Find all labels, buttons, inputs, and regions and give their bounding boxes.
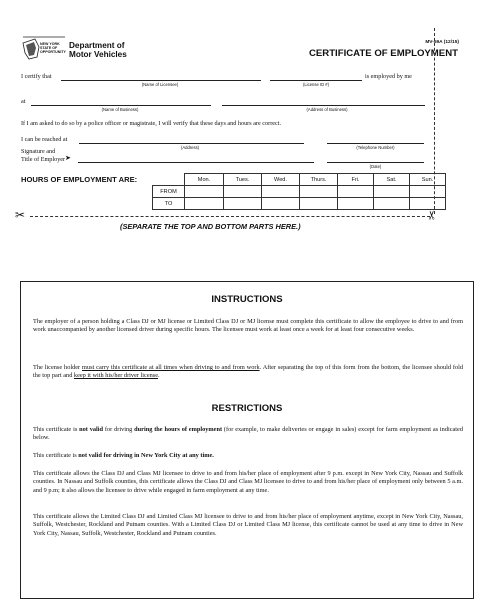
- employer-address-field[interactable]: [79, 143, 304, 144]
- cut-line-horizontal: [30, 216, 430, 217]
- instructions-paragraph-1: [33, 318, 463, 335]
- from-thu-cell[interactable]: [300, 186, 338, 198]
- caption-licensee-name: (Name of Licensee): [141, 82, 179, 87]
- to-fri-cell[interactable]: [338, 198, 374, 210]
- to-sun-cell[interactable]: [410, 198, 446, 210]
- from-tue-cell[interactable]: [224, 186, 262, 198]
- r1-bold: not valid: [79, 426, 104, 433]
- day-header: Thurs.: [300, 174, 338, 186]
- business-name-field[interactable]: [31, 105, 211, 106]
- caption-telephone: (Telephone Number): [356, 145, 395, 150]
- day-header: Fri.: [338, 174, 374, 186]
- to-wed-cell[interactable]: [262, 198, 300, 210]
- separate-instruction: (SEPARATE THE TOP AND BOTTOM PARTS HERE.): [120, 222, 301, 231]
- restrictions-heading: RESTRICTIONS: [211, 403, 283, 414]
- department-line-1: Department of: [69, 41, 125, 50]
- p2-text: The license holder: [33, 364, 83, 371]
- instructions-box: [20, 281, 474, 599]
- instructions-heading: INSTRUCTIONS: [211, 294, 283, 305]
- dmv-logo: [21, 33, 66, 65]
- caption-date: (Date): [369, 164, 382, 169]
- license-id-field[interactable]: [270, 80, 362, 81]
- scissors-icon: ✂: [15, 208, 26, 222]
- from-wed-cell[interactable]: [262, 186, 300, 198]
- hours-table: [152, 173, 446, 210]
- telephone-field[interactable]: [327, 143, 424, 144]
- day-header: Mon.: [185, 174, 224, 186]
- r3-text: This certificate allows the Class DJ and Class MJ licensee to drive to and from his/her place of employment after 9 p.m. except in New York City, Nassau and Suffolk counties. In Nassau and Suffolk counties, this certificate allows the Class DJ and Class MJ licensee to drive to and from his/her place of employment only between 5 a.m. and 9 p.m; it also allows the licensee to drive while engaged in farm employment at any time.: [33, 470, 463, 494]
- caption-business-name: (Name of Business): [101, 107, 139, 112]
- table-row: [153, 198, 446, 210]
- date-field[interactable]: [327, 162, 424, 163]
- reach-label: I can be reached at: [21, 136, 68, 143]
- signature-label-line-1: Signature and: [21, 148, 56, 155]
- restrictions-paragraph-2: [33, 452, 463, 460]
- restrictions-paragraph-3: [33, 470, 463, 495]
- certify-prefix: I certify that: [21, 73, 52, 80]
- p2-text: .: [158, 372, 160, 380]
- from-sat-cell[interactable]: [374, 186, 410, 198]
- logo-text: NEW YORK STATE OF OPPORTUNITY: [40, 42, 66, 55]
- to-thu-cell[interactable]: [300, 198, 338, 210]
- certify-suffix: is employed by me: [365, 73, 412, 80]
- day-header: Sat.: [374, 174, 410, 186]
- day-header: Wed.: [262, 174, 300, 186]
- scissors-icon-right: ✂: [425, 209, 440, 221]
- form-id: MV-59A (12/15): [425, 40, 459, 45]
- department-line-2: Motor Vehicles: [69, 50, 127, 59]
- caption-license-id: (License ID #): [302, 82, 330, 87]
- to-mon-cell[interactable]: [185, 198, 224, 210]
- table-row: [153, 174, 446, 186]
- instructions-paragraph-2: [33, 364, 463, 381]
- p2-underline: must carry this certificate at all times when driving to and from work: [82, 364, 260, 371]
- instructions-p1-text: The employer of a person holding a Class DJ or MJ license or Limited Class DJ or MJ license must complete this certificate to allow the employee to drive to and from work unaccompanied by another licensed driver during specific hours. The licensee must work at least once a week for at least four consecutive weeks.: [33, 318, 463, 334]
- day-header: Sun.: [410, 174, 446, 186]
- at-label: at: [21, 98, 26, 105]
- r1-text: This certificate is: [33, 426, 80, 433]
- signature-label: [21, 148, 65, 164]
- verify-statement: If I am asked to do so by a police officer or magistrate, I will verify that these days and hours are correct.: [21, 120, 282, 127]
- caption-business-address: (Address of Business): [306, 107, 348, 112]
- p2-text: . After separating the top of this form from the bottom, the licensee should fold the top part and: [33, 364, 463, 380]
- caption-address: (Address): [180, 145, 200, 150]
- restrictions-paragraph-4: [33, 513, 463, 538]
- department-name: [69, 41, 127, 59]
- r2-text: This certificate is: [33, 452, 79, 459]
- row-label-to: TO: [153, 198, 185, 210]
- certificate-title: CERTIFICATE OF EMPLOYMENT: [308, 48, 458, 59]
- to-tue-cell[interactable]: [224, 198, 262, 210]
- r4-text: This certificate allows the Limited Class DJ and Limited Class MJ licensee to drive to and from his/her place of employment anytime, except in New York City, Nassau, Suffolk, Westchester, Rockland and Putnam counties. With a Limited Class DJ or Limited Class MJ license, this certificate cannot be used at any time to drive in New York City, Nassau, Suffolk, Westchester, Rockland and Putnam counties.: [33, 513, 463, 537]
- from-fri-cell[interactable]: [338, 186, 374, 198]
- table-row: [153, 186, 446, 198]
- hours-heading: HOURS OF EMPLOYMENT ARE:: [21, 175, 138, 184]
- r1-text: for driving: [103, 426, 135, 433]
- row-label-from: FROM: [153, 186, 185, 198]
- r1-text: (for example, to make deliveries or engage in sales) except for farm employment as indicated below.: [33, 426, 463, 442]
- signature-field[interactable]: [78, 162, 314, 163]
- r1-bold: during the hours of employment: [134, 426, 223, 433]
- signature-arrow-icon: ➤: [65, 154, 71, 162]
- day-header: Tues.: [224, 174, 262, 186]
- signature-label-line-2: Title of Employer: [21, 156, 66, 163]
- restrictions-paragraph-1: [33, 426, 463, 443]
- licensee-name-field[interactable]: [61, 80, 261, 81]
- from-mon-cell[interactable]: [185, 186, 224, 198]
- table-cell-corner: [153, 174, 185, 186]
- from-sun-cell[interactable]: [410, 186, 446, 198]
- r2-bold: not valid for driving in New York City at any time.: [78, 452, 214, 459]
- p2-underline: keep it with his/her driver license: [73, 372, 159, 380]
- to-sat-cell[interactable]: [374, 198, 410, 210]
- business-address-field[interactable]: [222, 105, 425, 106]
